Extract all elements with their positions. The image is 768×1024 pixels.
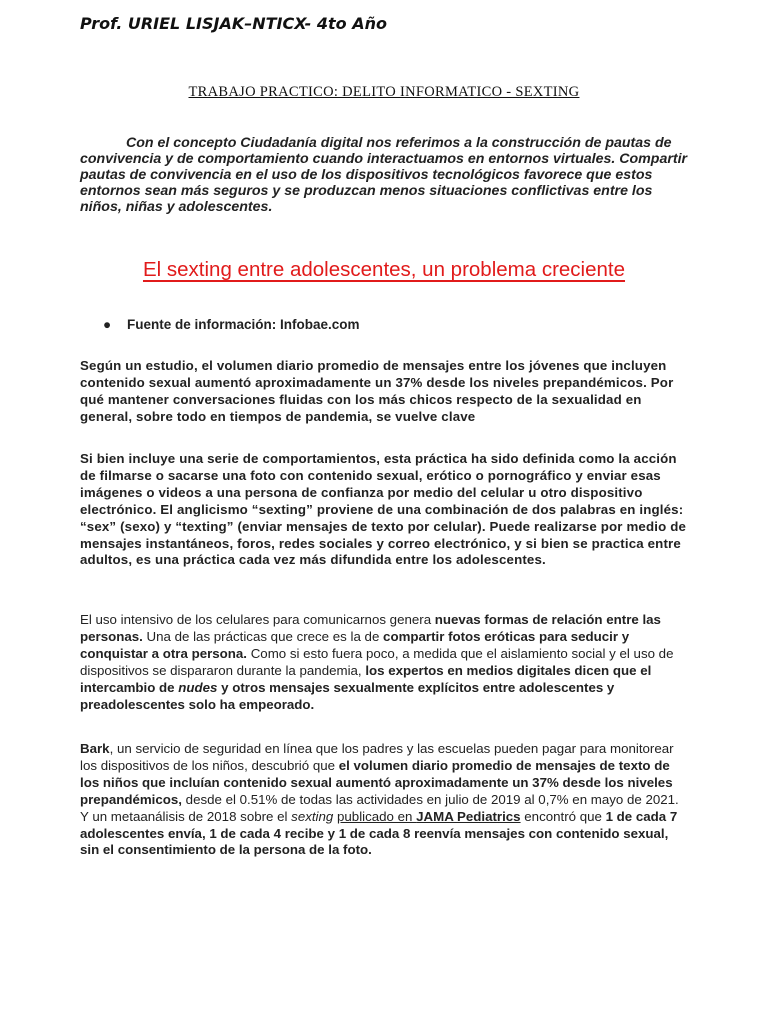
text-run: Una de las prácticas que crece es la de — [142, 628, 384, 644]
journal-link[interactable]: JAMA Pediatrics — [416, 808, 521, 824]
intro-paragraph — [80, 135, 690, 215]
paragraph-usage — [80, 612, 690, 713]
text-run: Como si esto fuera poco, a medida que el aislamiento social y el uso de dispositivos se dispararon durante la pandemia, — [80, 645, 674, 678]
article-headline: El sexting entre adolescentes, un problema creciente — [142, 258, 626, 281]
text-run: desde el 0.51% de todas las actividades en julio de 2019 al 0,7% en mayo de 2021. Y un metaanálisis de 2018 sobre el — [80, 791, 679, 824]
bold-run: 1 de cada 7 adolescentes envía, 1 de cada 4 recibe y 1 de cada 8 reenvía mensajes con contenido sexual, sin el consentimiento de la persona de la foto. — [80, 808, 678, 858]
bold-run: el volumen diario promedio de mensajes de texto de los niños que incluían contenido sexual aumentó aproximadamente un 37% desde los niveles prepandémicos, — [80, 757, 673, 807]
paragraph-study: Según un estudio, el volumen diario promedio de mensajes entre los jóvenes que incluyen contenido sexual aumentó aproximadamente un 37% desde los niveles prepandémicos. Por qué mantener conversaciones fluidas con los más chicos respecto de la sexualidad en general, sobre todo en tiempos de pandemia, se vuelve clave — [80, 358, 674, 424]
emphasis-run: sexting — [291, 808, 334, 824]
emphasis-run: nudes — [178, 679, 218, 695]
text-run: , un servicio de seguridad en línea que los padres y las escuelas pueden pagar para monitorear los dispositivos de los niños, descubrió que — [80, 741, 674, 773]
bold-run: y otros mensajes sexualmente explícitos entre adolescentes y preadolescentes solo ha empeorado. — [80, 679, 615, 712]
bullet-icon: ● — [103, 317, 112, 332]
author-header: Prof. URIEL LISJAK–NTICX- 4to Año — [80, 14, 387, 33]
intro-text: Con el concepto Ciudadanía digital nos referimos a la construcción de pautas de convivencia y de comportamiento cuando interactuamos en entornos virtuales. Compartir pautas de convivencia en el uso de los dispositivos tecnológicos favorece que estos entornos sean más seguros y se produzcan menos situaciones conflictivas entre los niños, niñas y adolescentes. — [80, 135, 688, 215]
text-run: encontró que — [520, 808, 606, 824]
paragraph-definition: Si bien incluye una serie de comportamientos, esta práctica ha sido definida como la acción de filmarse o sacarse una foto con contenido sexual, erótico o pornográfico y enviar esas imágenes o videos a una persona de confianza por medio del celular u otro dispositivo electrónico. El anglicismo “sexting” proviene de una combinación de dos palabras en inglés: “sex” (sexo) y “texting” (enviar mensajes de texto por celular). Puede realizarse por medio de mensajes instantáneos, foros, redes sociales y correo electrónico, y si bien se practica entre adultos, es una práctica cada vez más difundida entre los adolescentes. — [80, 451, 687, 568]
bold-run: Bark — [80, 741, 110, 756]
bold-run: los expertos en medios digitales dicen que el intercambio de — [80, 662, 652, 695]
source-bullet-item — [103, 317, 360, 332]
paragraph-bark — [80, 741, 690, 859]
bold-run: compartir fotos eróticas para seducir y conquistar a otra persona. — [80, 628, 630, 661]
assignment-title: TRABAJO PRACTICO: DELITO INFORMATICO - SEXTING — [188, 84, 580, 100]
source-text: Fuente de información: Infobae.com — [127, 317, 360, 332]
text-run: El uso intensivo de los celulares para comunicarnos genera — [80, 612, 435, 627]
bold-run: nuevas formas de relación entre las personas. — [80, 612, 661, 644]
publication-link[interactable]: publicado en — [337, 808, 417, 824]
